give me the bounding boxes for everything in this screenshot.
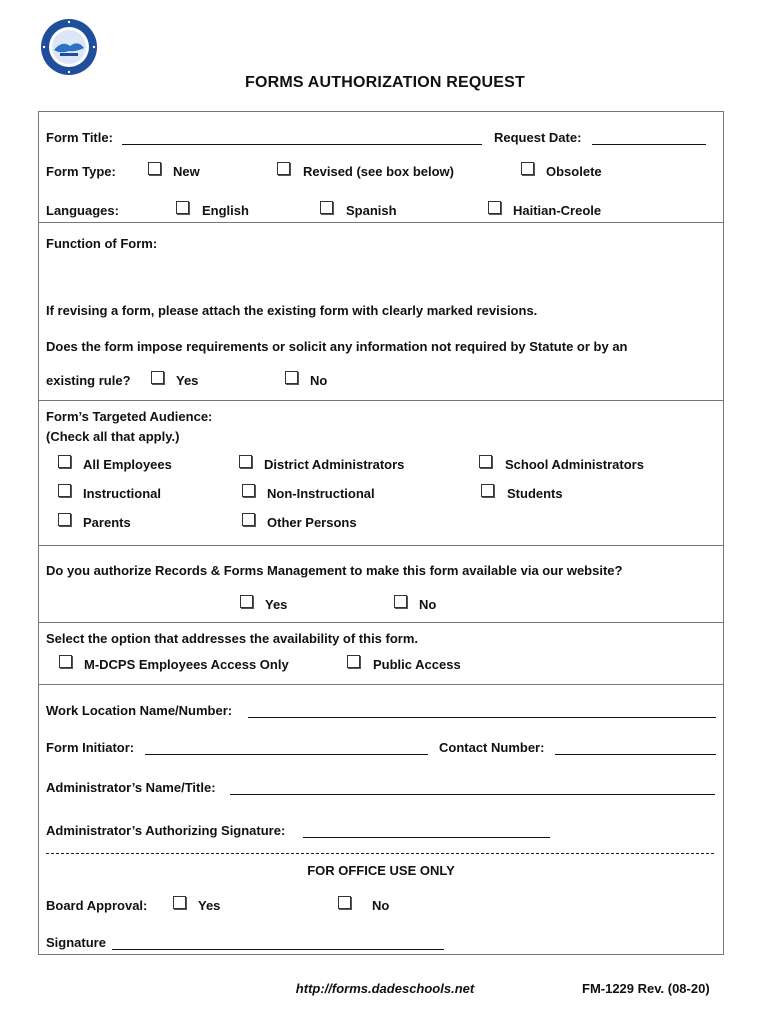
work-location-field[interactable] xyxy=(248,717,716,718)
signature-label: Signature xyxy=(46,935,106,950)
statute-no-label: No xyxy=(310,373,328,388)
divider xyxy=(38,622,724,623)
board-approval-yes-checkbox[interactable] xyxy=(173,896,186,909)
divider xyxy=(38,222,724,223)
administrator-signature-label: Administrator’s Authorizing Signature: xyxy=(46,823,286,838)
statute-question: Does the form impose requirements or solicit any information not required by Statute or by an xyxy=(46,339,628,354)
website-question: Do you authorize Records & Forms Management to make this form available via our website? xyxy=(46,563,623,578)
website-no-label: No xyxy=(419,597,437,612)
form-type-revised-label: Revised (see box below) xyxy=(303,164,454,179)
languages-label: Languages: xyxy=(46,203,119,218)
language-english-label: English xyxy=(202,203,249,218)
form-title-field[interactable] xyxy=(122,144,482,145)
audience-hint: (Check all that apply.) xyxy=(46,429,180,444)
board-approval-no-label: No xyxy=(372,898,390,913)
audience-instructional-checkbox[interactable] xyxy=(58,484,71,497)
audience-other-persons-label: Other Persons xyxy=(267,515,357,530)
board-approval-yes-label: Yes xyxy=(198,898,221,913)
signature-field[interactable] xyxy=(112,949,444,950)
availability-employees-only-label: M-DCPS Employees Access Only xyxy=(84,657,289,672)
footer-url: http://forms.dadeschools.net xyxy=(295,981,475,996)
contact-number-label: Contact Number: xyxy=(439,740,545,755)
divider xyxy=(38,684,724,685)
language-english-checkbox[interactable] xyxy=(176,201,189,214)
website-no-checkbox[interactable] xyxy=(394,595,407,608)
function-of-form-label: Function of Form: xyxy=(46,236,158,251)
form-initiator-field[interactable] xyxy=(145,754,428,755)
audience-label: Form’s Targeted Audience: xyxy=(46,409,213,424)
audience-school-administrators-checkbox[interactable] xyxy=(479,455,492,468)
website-yes-label: Yes xyxy=(265,597,288,612)
board-approval-no-checkbox[interactable] xyxy=(338,896,351,909)
revising-note: If revising a form, please attach the existing form with clearly marked revisions. xyxy=(46,303,538,318)
request-date-label: Request Date: xyxy=(494,130,582,145)
administrator-name-field[interactable] xyxy=(230,794,715,795)
form-code: FM-1229 Rev. (08-20) xyxy=(582,981,710,996)
language-spanish-label: Spanish xyxy=(346,203,397,218)
form-type-revised-checkbox[interactable] xyxy=(277,162,290,175)
form-type-obsolete-checkbox[interactable] xyxy=(521,162,534,175)
office-use-heading: FOR OFFICE USE ONLY xyxy=(307,863,455,878)
audience-school-administrators-label: School Administrators xyxy=(505,457,644,472)
board-approval-label: Board Approval: xyxy=(46,898,148,913)
work-location-label: Work Location Name/Number: xyxy=(46,703,233,718)
audience-instructional-label: Instructional xyxy=(83,486,162,501)
contact-number-field[interactable] xyxy=(555,754,716,755)
language-haitian-creole-label: Haitian-Creole xyxy=(513,203,602,218)
audience-non-instructional-checkbox[interactable] xyxy=(242,484,255,497)
audience-other-persons-checkbox[interactable] xyxy=(242,513,255,526)
audience-all-employees-checkbox[interactable] xyxy=(58,455,71,468)
availability-label: Select the option that addresses the availability of this form. xyxy=(46,631,419,646)
statute-yes-label: Yes xyxy=(176,373,199,388)
audience-students-checkbox[interactable] xyxy=(481,484,494,497)
administrator-name-label: Administrator’s Name/Title: xyxy=(46,780,216,795)
language-spanish-checkbox[interactable] xyxy=(320,201,333,214)
audience-all-employees-label: All Employees xyxy=(83,457,172,472)
website-yes-checkbox[interactable] xyxy=(240,595,253,608)
availability-public-access-label: Public Access xyxy=(373,657,461,672)
audience-district-administrators-checkbox[interactable] xyxy=(239,455,252,468)
school-district-seal-icon xyxy=(40,18,98,76)
audience-students-label: Students xyxy=(507,486,563,501)
statute-question-continued: existing rule? xyxy=(46,373,131,388)
request-date-field[interactable] xyxy=(592,144,706,145)
office-use-separator xyxy=(46,853,714,854)
form-type-new-label: New xyxy=(173,164,200,179)
audience-district-administrators-label: District Administrators xyxy=(264,457,405,472)
availability-public-access-checkbox[interactable] xyxy=(347,655,360,668)
statute-no-checkbox[interactable] xyxy=(285,371,298,384)
form-type-new-checkbox[interactable] xyxy=(148,162,161,175)
audience-parents-label: Parents xyxy=(83,515,131,530)
availability-employees-only-checkbox[interactable] xyxy=(59,655,72,668)
audience-non-instructional-label: Non-Instructional xyxy=(267,486,375,501)
form-type-label: Form Type: xyxy=(46,164,116,179)
audience-parents-checkbox[interactable] xyxy=(58,513,71,526)
language-haitian-creole-checkbox[interactable] xyxy=(488,201,501,214)
divider xyxy=(38,400,724,401)
form-type-obsolete-label: Obsolete xyxy=(546,164,602,179)
form-initiator-label: Form Initiator: xyxy=(46,740,135,755)
statute-yes-checkbox[interactable] xyxy=(151,371,164,384)
form-title-label: Form Title: xyxy=(46,130,113,145)
divider xyxy=(38,545,724,546)
administrator-signature-field[interactable] xyxy=(303,837,550,838)
page-title: FORMS AUTHORIZATION REQUEST xyxy=(244,74,526,91)
